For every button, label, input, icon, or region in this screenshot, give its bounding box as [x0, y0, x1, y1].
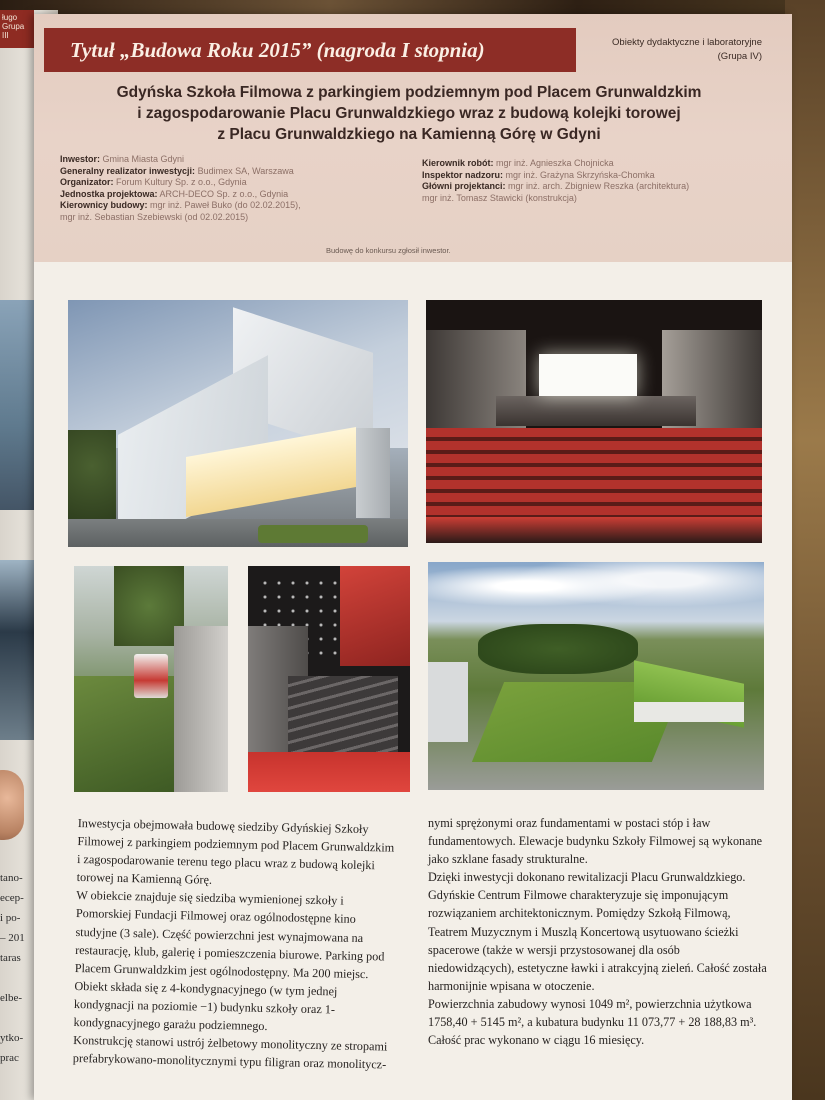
body-paragraph: nymi sprężonymi oraz fundamentami w postaci stóp i ław fundamentowych. Elewacje budynku Szkoły Filmowej są wykonane jako szklane fasady strukturalne.: [428, 816, 763, 867]
funicular-photo: [74, 566, 228, 792]
adjacent-line: ecep-: [0, 892, 24, 904]
body-paragraph: Konstrukcję stanowi ustrój żelbetowy monolityczny ze stropami prefabrykowano-monolitycznymi typu filigran oraz monolitycz-: [72, 1033, 388, 1072]
credit-value: Gmina Miasta Gdyni: [102, 154, 185, 164]
credit-value: mgr inż. Agnieszka Chojnicka: [496, 158, 614, 168]
adjacent-tab-top: ługo: [2, 13, 18, 22]
credit-value: Forum Kultury Sp. z o.o., Gdynia: [116, 177, 247, 188]
credit-label: Inwestor:: [60, 154, 101, 164]
adjacent-line: i po-: [0, 912, 21, 924]
credit-row: [60, 154, 360, 166]
adjacent-tab-label: Grupa III: [2, 21, 25, 40]
category-label: [582, 36, 762, 64]
category-group: (Grupa IV): [717, 51, 762, 62]
headline-line: Gdyńska Szkoła Filmowa z parkingiem podziemnym pod Placem Grunwaldzkim: [116, 84, 702, 101]
submission-note: Budowę do konkursu zgłosił inwestor.: [326, 246, 451, 255]
credit-value: mgr inż. Sebastian Szebiewski (od 02.02.2015): [60, 211, 249, 222]
credit-label: Inspektor nadzoru:: [422, 169, 504, 180]
adjacent-line: – 201: [0, 932, 25, 944]
aerial-square-photo: [428, 562, 764, 790]
header-panel: [34, 14, 792, 262]
credit-row: [60, 200, 360, 212]
body-paragraph: Inwestycja obejmowała budowę siedziby Gdyńskiej Szkoły Filmowej z parkingiem podziemnym pod Placem Grunwaldzkim i zagospodarowanie terenu tego placu wraz z budową kolejki torowej na Kamienną Górę.: [76, 815, 395, 888]
credit-label: Organizator:: [60, 177, 114, 188]
credit-label: Generalny realizator inwestycji:: [60, 165, 196, 176]
adjacent-photo-1: [0, 300, 34, 510]
staircase-interior-photo: [248, 566, 410, 792]
magazine-page: [34, 14, 792, 1100]
award-title: Tytuł „Budowa Roku 2015” (nagroda I stopnia): [44, 28, 576, 72]
adjacent-line: tano-: [0, 872, 23, 884]
project-headline: [104, 82, 714, 145]
credit-value: mgr inż. Paweł Buko (do 02.02.2015),: [150, 200, 301, 211]
credit-label: Kierownicy budowy:: [60, 200, 148, 211]
adjacent-page-tab: [0, 10, 34, 48]
headline-line: i zagospodarowanie Placu Grunwaldzkiego wraz z budową kolejki torowej: [137, 105, 681, 122]
credit-label: Kierownik robót:: [422, 158, 494, 168]
adjacent-line: prac: [0, 1052, 19, 1064]
credit-row: [60, 212, 360, 224]
credit-row: [422, 158, 752, 170]
cinema-hall-photo: [426, 300, 762, 543]
body-paragraph: Powierzchnia zabudowy wynosi 1049 m², powierzchnia użytkowa 1758,40 + 5145 m², a kubatura budynku 11 073,77 + 28 188,83 m³. Całość prac wykonano w ciągu 16 miesięcy.: [428, 996, 757, 1048]
credit-value: mgr inż. arch. Zbigniew Reszka (architektura): [508, 181, 690, 192]
adjacent-photo-2: [0, 560, 34, 740]
adjacent-line: [0, 1008, 36, 1028]
credit-value: mgr inż. Grażyna Skrzyńska-Chomka: [505, 169, 655, 180]
body-column-2: [428, 814, 768, 1049]
credit-value: Budimex SA, Warszawa: [197, 165, 294, 176]
credit-row: [422, 170, 752, 182]
credit-row: [60, 177, 360, 189]
adjacent-line: elbe-: [0, 992, 22, 1004]
category-line: Obiekty dydaktyczne i laboratoryjne: [612, 37, 762, 48]
adjacent-text: [0, 868, 36, 1068]
credits-left: [60, 154, 360, 224]
thumb-finger: [0, 770, 24, 840]
credit-value: ARCH-DECO Sp. z o.o., Gdynia: [159, 188, 289, 199]
credit-row: [60, 166, 360, 178]
credit-label: Jednostka projektowa:: [60, 188, 158, 199]
credit-row: [422, 181, 752, 193]
body-paragraph: Dzięki inwestycji dokonano rewitalizacji Placu Grunwaldzkiego. Gdyńskie Centrum Filmowe charakteryzuje się imponującym rozwiązaniem architektonicznym. Pomiędzy Szkołą Filmową, Teatrem Muzycznym i Muszlą Koncertową usytuowano ścieżki spacerowe (także w wersji przystosowanej dla osób niedowidzących), estetyczne ławki i atrakcyjną zieleń. Całość została harmonijnie wpisana w otoczenie.: [428, 870, 767, 993]
adjacent-line: ytko-: [0, 1032, 24, 1044]
credit-label: Główni projektanci:: [422, 181, 506, 192]
credit-value: mgr inż. Tomasz Stawicki (konstrukcja): [422, 192, 577, 203]
headline-line: z Placu Grunwaldzkiego na Kamienną Górę w Gdyni: [217, 126, 601, 143]
adjacent-line: taras: [0, 952, 21, 964]
body-column-1: [73, 814, 400, 1074]
credits-right: [422, 158, 752, 204]
body-paragraph: W obiekcie znajduje się siedziba wymienionej szkoły i Pomorskiej Fundacji Filmowej oraz ogólnodostępne kino studyjne (3 sale). Część powierzchni jest wynajmowana na restaurację, klub, galerię i pomieszczenia biurowe. Parking pod Placem Grunwaldzkim jest ogólnodostępny. Ma 200 miejsc. Obiekt składa się z 4-kondygnacyjnego (w tym jednej kondygnacji na poziomie −1) budynku szkoły oraz 1-kondygnacyjnego garażu podziemnego.: [73, 888, 385, 1034]
adjacent-line: [0, 968, 36, 988]
building-exterior-photo: [68, 300, 408, 547]
credit-row: [60, 189, 360, 201]
credit-row: [422, 193, 752, 205]
